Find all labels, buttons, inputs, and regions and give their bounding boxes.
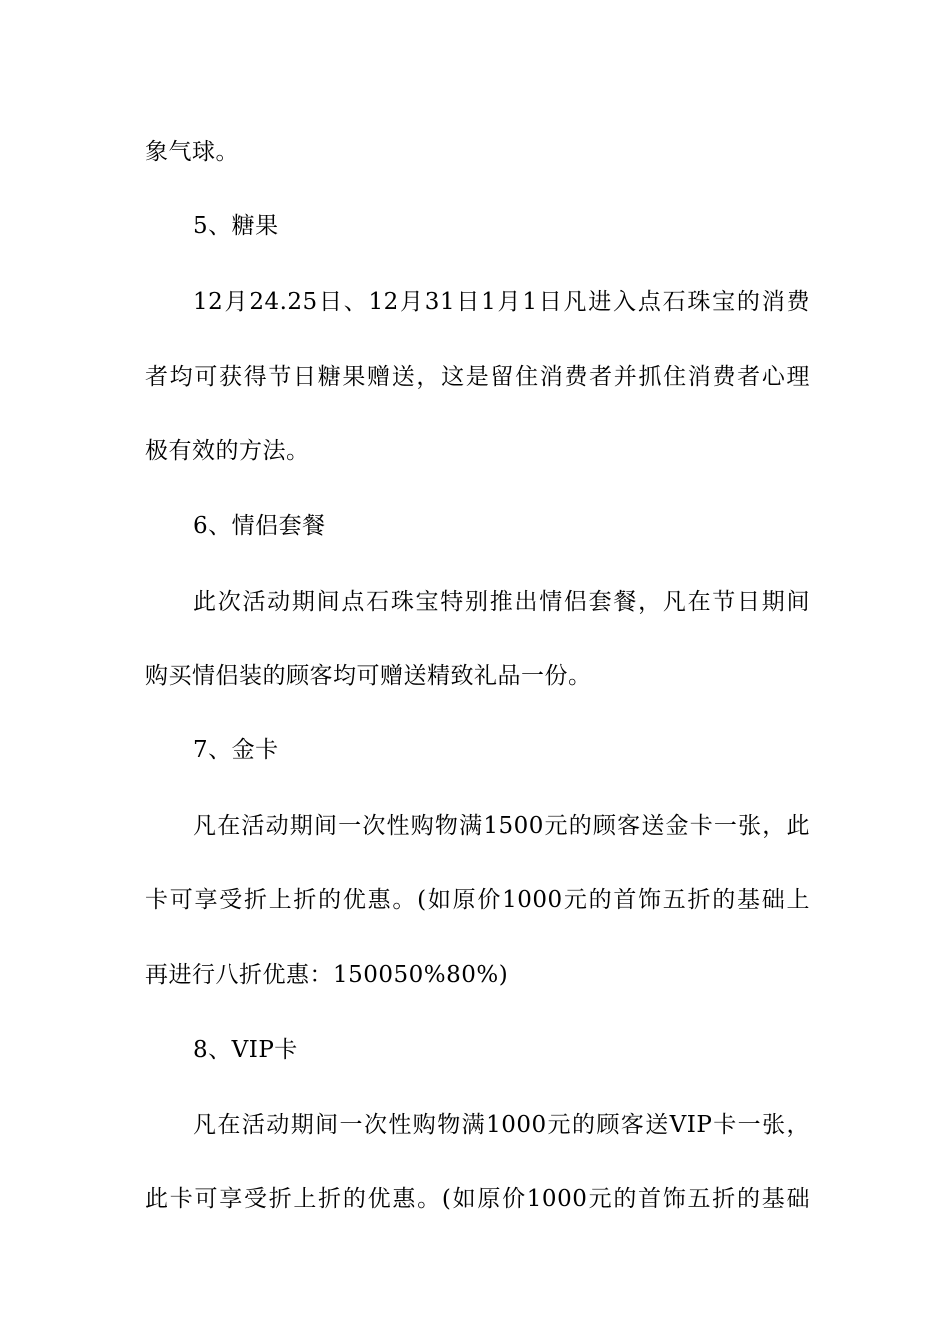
heading-gold-card: 7、金卡 [193,737,279,763]
paragraph-line: 此次活动期间点石珠宝特别推出情侣套餐，凡在节日期间 [193,589,810,615]
paragraph-line: 凡在活动期间一次性购物满1000元的顾客送VIP卡一张， [193,1112,810,1138]
paragraph-line: 购买情侣装的顾客均可赠送精致礼品一份。 [145,663,592,689]
paragraph-line: 12月24.25日、12月31日1月1日凡进入点石珠宝的消费 [193,289,810,315]
paragraph-continuation: 象气球。 [145,139,239,165]
paragraph-line: 此卡可享受折上折的优惠。(如原价1000元的首饰五折的基础 [145,1186,810,1212]
paragraph-line: 卡可享受折上折的优惠。(如原价1000元的首饰五折的基础上 [145,887,810,913]
paragraph-line: 凡在活动期间一次性购物满1500元的顾客送金卡一张，此 [193,813,810,839]
heading-couple-package: 6、情侣套餐 [193,513,326,539]
paragraph-line: 再进行八折优惠：150050%80%) [145,962,509,988]
paragraph-line: 者均可获得节日糖果赠送，这是留住消费者并抓住消费者心理 [145,364,810,390]
heading-vip-card: 8、VIP卡 [193,1037,298,1063]
heading-candy: 5、糖果 [193,213,279,239]
paragraph-line: 极有效的方法。 [145,438,310,464]
